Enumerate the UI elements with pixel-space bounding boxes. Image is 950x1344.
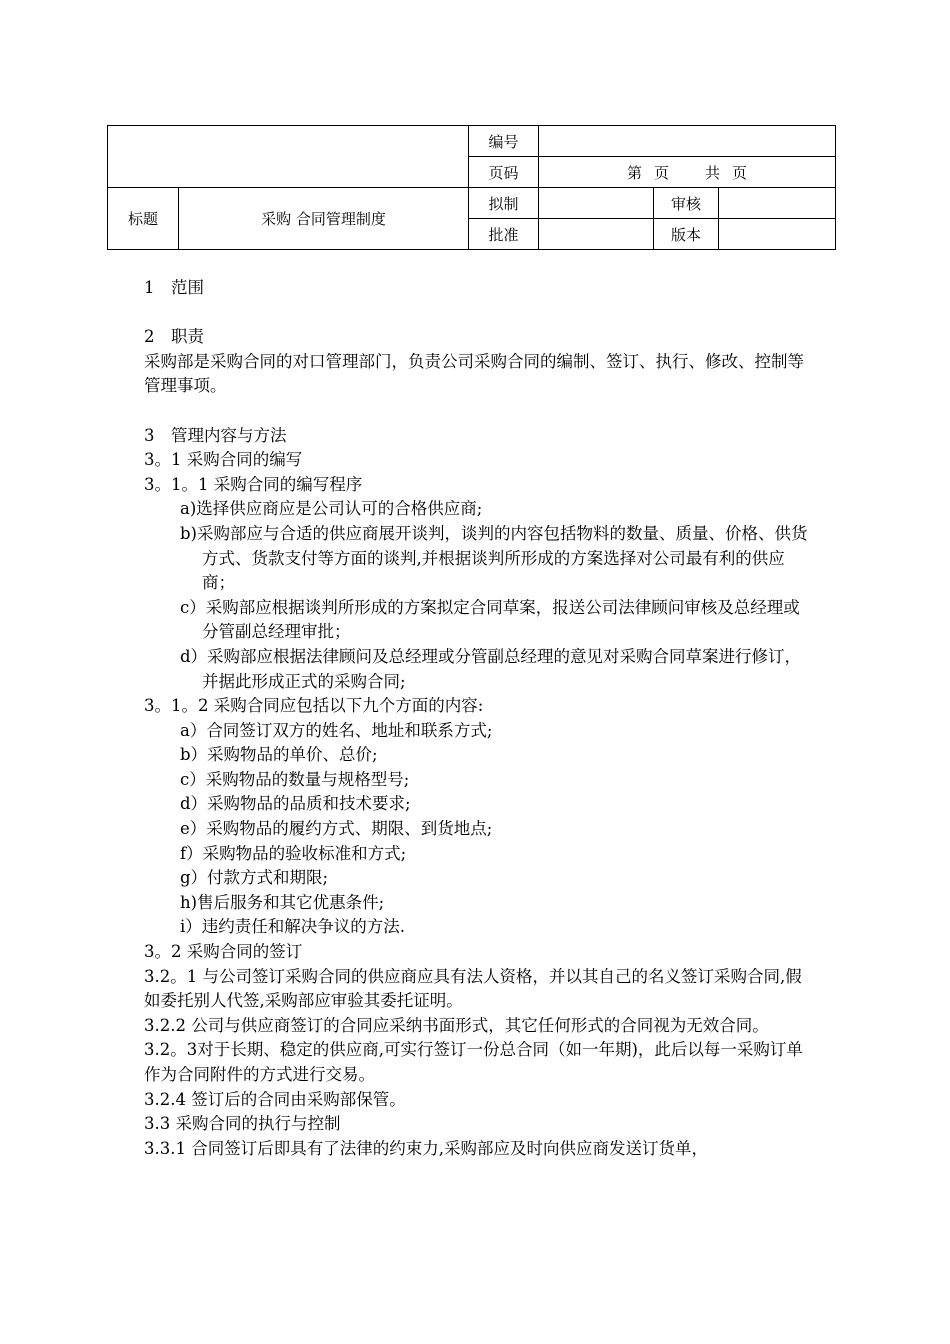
page-ye1: 页	[653, 163, 669, 182]
label-code: 编号	[469, 126, 539, 157]
value-code	[539, 126, 836, 157]
section-3-1-1-heading: 3。1。1 采购合同的编写程序	[144, 474, 363, 494]
value-draft	[539, 188, 654, 219]
section-3-3-1-text: 3.3.1 合同签订后即具有了法律的约束力,采购部应及时向供应商发送订货单，	[144, 1138, 708, 1158]
label-title: 标题	[108, 188, 179, 250]
label-draft: 拟制	[469, 188, 539, 219]
list-item: c）采购部应根据谈判所形成的方案拟定合同草案，报送公司法律顾问审核及总经理或分管副总经理审批；	[180, 597, 800, 642]
section-3-2-heading: 3。2 采购合同的签订	[144, 942, 303, 962]
header-blank-cell	[108, 126, 469, 188]
page-gong: 共	[705, 163, 721, 182]
value-review	[719, 188, 836, 219]
label-page: 页码	[469, 157, 539, 188]
section-2-text: 采购部是采购合同的对口管理部门，负责公司采购合同的编制、签订、执行、修改、控制等管理事项。	[144, 351, 804, 396]
section-3-2-1-text: 3.2。1 与公司签订采购合同的供应商应具有法人资格，并以其自己的名义签订采购合同,假如委托别人代签,采购部应审验其委托证明。	[144, 966, 802, 1011]
list-item: h)售后服务和其它优惠条件;	[180, 892, 385, 912]
page-ye2: 页	[732, 163, 748, 182]
list-item: c）采购物品的数量与规格型号;	[180, 769, 410, 789]
list-item: a）合同签订双方的姓名、地址和联系方式;	[180, 720, 493, 740]
list-item: g）付款方式和期限;	[180, 868, 329, 888]
list-item: i）违约责任和解决争议的方法.	[180, 917, 406, 937]
section-3-2-4-text: 3.2.4 签订后的合同由采购部保管。	[144, 1089, 406, 1109]
list-item: d）采购物品的品质和技术要求;	[180, 794, 411, 814]
value-version	[719, 219, 836, 250]
label-approve: 批准	[469, 219, 539, 250]
list-item: d）采购部应根据法律顾问及总经理或分管副总经理的意见对采购合同草案进行修订，并据此形成正式的采购合同;	[180, 646, 802, 691]
document-title: 采购 合同管理制度	[179, 188, 469, 250]
page-number-cell	[539, 157, 836, 188]
list-item: f）采购物品的验收标准和方式;	[180, 843, 407, 863]
section-3-2-2-text: 3.2.2 公司与供应商签订的合同应采纳书面形式，其它任何形式的合同视为无效合同。	[144, 1015, 769, 1035]
label-review: 审核	[654, 188, 719, 219]
section-3-heading: 3 管理内容与方法	[144, 425, 287, 445]
document-header-table	[107, 125, 836, 250]
page-di: 第	[626, 163, 642, 182]
section-3-2-3-text: 3.2。3对于长期、稳定的供应商,可实行签订一份总合同（如一年期)，此后以每一采购订单作为合同附件的方式进行交易。	[144, 1040, 803, 1084]
document-body	[144, 276, 816, 1161]
list-item: b）采购物品的单价、总价;	[180, 745, 378, 765]
list-item: a)选择供应商应是公司认可的合格供应商;	[180, 499, 483, 519]
section-3-1-heading: 3。1 采购合同的编写	[144, 450, 303, 470]
section-3-1-2-heading: 3。1。2 采购合同应包括以下九个方面的内容:	[144, 696, 484, 716]
value-approve	[539, 219, 654, 250]
section-1-heading: 1 范围	[144, 278, 204, 297]
label-version: 版本	[654, 219, 719, 250]
list-item: b)采购部应与合适的供应商展开谈判，谈判的内容包括物料的数量、质量、价格、供货方式、货款支付等方面的谈判,并根据谈判所形成的方案选择对公司最有利的供应商；	[180, 523, 808, 593]
section-3-3-heading: 3.3 采购合同的执行与控制	[144, 1114, 341, 1134]
list-item: e）采购物品的履约方式、期限、到货地点;	[180, 819, 493, 839]
section-2-heading: 2 职责	[144, 327, 204, 347]
